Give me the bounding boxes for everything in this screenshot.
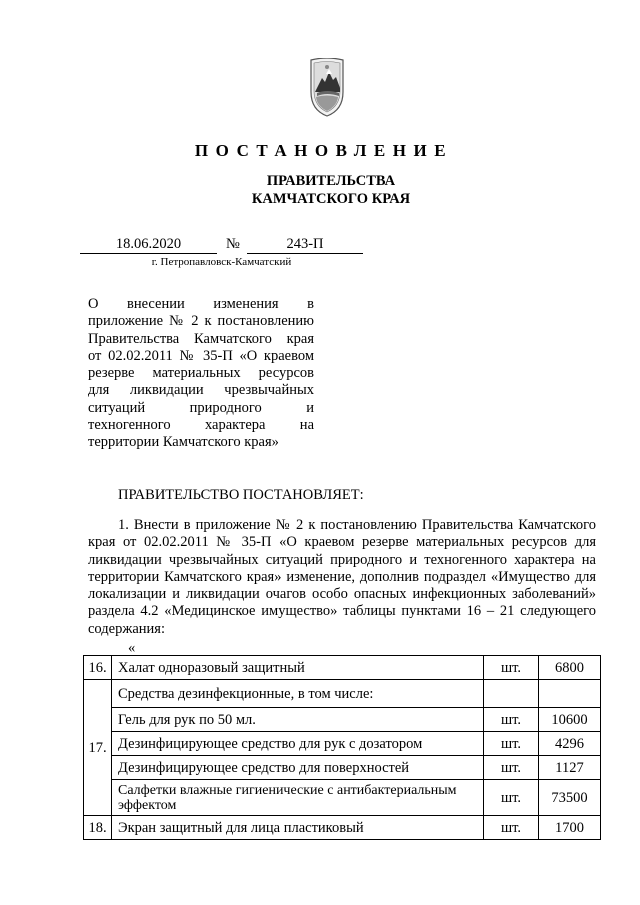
item-unit: шт. bbox=[484, 656, 539, 680]
number-sign: № bbox=[226, 236, 240, 252]
subject-line: ситуаций природного и bbox=[88, 399, 314, 416]
subject-line: О внесении изменения в bbox=[88, 296, 314, 312]
item-name: Дезинфицирующее средство для рук с дозатором bbox=[112, 732, 484, 756]
paragraph-1: 1. Внести в приложение № 2 к постановлению Правительства Камчатского края от 02.02.2011 № 35-П «О краевом резерве материальных ресурсов для ликвидации чрезвычайных ситуаций природного и техногенного характера на территории Камчатского края» изменение, дополнив подраздел «Имущество для локализации и ликвидации очагов особо опасных инфекционных заболеваний» раздела 4.2 «Медицинское имущество» таблицы пунктами 16 – 21 следующего содержания: bbox=[88, 517, 596, 637]
item-unit: шт. bbox=[484, 756, 539, 780]
document-subject bbox=[88, 296, 314, 452]
item-name: Халат одноразовый защитный bbox=[112, 656, 484, 680]
item-name: Салфетки влажные гигиенические с антибактериальным эффектом bbox=[112, 780, 484, 816]
table-row bbox=[84, 732, 601, 756]
subject-line: резерве материальных ресурсов bbox=[88, 365, 314, 382]
table-row bbox=[84, 680, 601, 708]
issuer-line-2: КАМЧАТСКОГО КРАЯ bbox=[251, 191, 411, 207]
item-unit: шт. bbox=[484, 780, 539, 816]
empty-cell bbox=[484, 680, 539, 708]
table-row bbox=[84, 708, 601, 732]
subject-line: Правительства Камчатского края bbox=[88, 330, 314, 347]
row-number: 18. bbox=[84, 816, 112, 840]
issuer-name bbox=[0, 172, 640, 208]
item-name: Гель для рук по 50 мл. bbox=[112, 708, 484, 732]
item-quantity: 73500 bbox=[539, 780, 601, 816]
empty-cell bbox=[539, 680, 601, 708]
document-city: г. Петропавловск-Камчатский bbox=[151, 256, 292, 268]
table-row bbox=[84, 756, 601, 780]
table-row bbox=[84, 780, 601, 816]
subject-line: для ликвидации чрезвычайных bbox=[88, 382, 314, 399]
subject-line: приложение № 2 к постановлению bbox=[88, 313, 314, 330]
issuer-line-1: ПРАВИТЕЛЬСТВА bbox=[266, 173, 396, 189]
subject-line: от 02.02.2011 № 35-П «О краевом bbox=[88, 347, 314, 364]
item-unit: шт. bbox=[484, 816, 539, 840]
table-row bbox=[84, 656, 601, 680]
coat-of-arms-emblem bbox=[303, 58, 351, 118]
item-quantity: 10600 bbox=[539, 708, 601, 732]
item-quantity: 1127 bbox=[539, 756, 601, 780]
item-name: Дезинфицирующее средство для поверхностей bbox=[112, 756, 484, 780]
document-title: ПОСТАНОВЛЕНИЕ bbox=[194, 141, 454, 160]
decree-heading: ПРАВИТЕЛЬСТВО ПОСТАНОВЛЯЕТ: bbox=[118, 487, 364, 503]
item-name: Экран защитный для лица пластиковый bbox=[112, 816, 484, 840]
item-group-header: Средства дезинфекционные, в том числе: bbox=[112, 680, 484, 708]
document-date: 18.06.2020 bbox=[80, 236, 217, 254]
subject-line: территории Камчатского края» bbox=[88, 434, 279, 451]
subject-line: техногенного характера на bbox=[88, 417, 314, 434]
row-number: 16. bbox=[84, 656, 112, 680]
open-quote: « bbox=[128, 640, 136, 656]
row-number: 17. bbox=[84, 680, 112, 816]
item-quantity: 4296 bbox=[539, 732, 601, 756]
document-number: 243-П bbox=[247, 236, 363, 254]
table-row bbox=[84, 816, 601, 840]
item-quantity: 6800 bbox=[539, 656, 601, 680]
item-unit: шт. bbox=[484, 732, 539, 756]
item-quantity: 1700 bbox=[539, 816, 601, 840]
item-unit: шт. bbox=[484, 708, 539, 732]
items-table bbox=[83, 655, 601, 840]
